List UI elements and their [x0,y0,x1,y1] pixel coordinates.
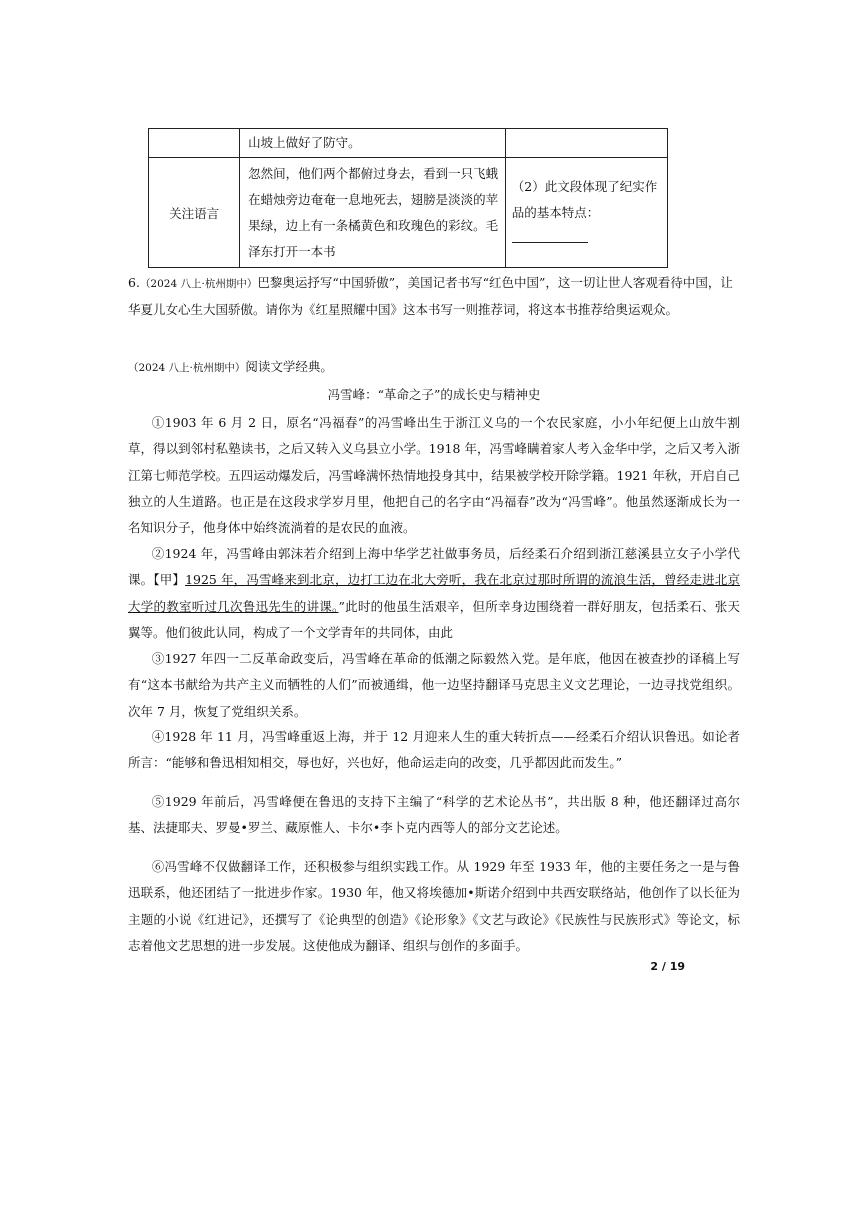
question-6 [128,270,740,323]
article-title: 冯雪峰：“革命之子”的成长史与精神史 [327,387,541,402]
paragraph-2-start: ②1924 年，冯雪峰由郭沫若介绍到上海中华学艺社做事务员，后经柔石介绍到浙江慈溪县立女子小学代课。【甲】 [128,546,740,588]
reading-source: （2024 八上·杭州期中） [128,362,246,374]
underlined-sentence: 1925 年，冯雪峰来到北京，边打工边在北大旁听，我在北京过那时所谓的流浪生活，曾经走进北京大学的教室听过几次鲁迅先生的讲课。 [128,572,740,614]
question-source: （2024 八上·杭州期中） [139,278,258,290]
reading-instruction-text: 阅读文学经典。 [245,359,333,374]
question-text: 巴黎奥运抒写“中国骄傲”，美国记者书写“红色中国”，这一切让世人客观看待中国，让华夏儿女心生大国骄傲。请你为《红星照耀中国》这本书写一则推荐词，将这本书推荐给奥运观众。 [128,275,733,317]
table-cell-content: 山坡上做好了防守。 [240,129,506,158]
paragraph-2-end: ”此时的他虽生活艰辛，但所幸身边围绕着一群好朋友，包括柔石、张天翼等。他们彼此认同，构成了一个文学青年的共同体，由此 [128,598,740,640]
question-number: 6. [128,275,140,290]
paragraph-5: ⑤1929 年前后，冯雪峰便在鲁迅的支持下主编了“科学的艺术论丛书”，共出版 8 种，他还翻译过高尔基、法捷耶夫、罗曼•罗兰、藏原惟人、卡尔•李卜克内西等人的部分文艺论述。 [128,794,740,836]
question-2-text: （2）此文段体现了纪实作品的基本特点： [511,178,658,220]
table-cell-label: 关注语言 [149,158,240,268]
analysis-table [148,128,668,268]
reading-instruction [128,354,740,381]
paragraph-6: ⑥冯雪峰不仅做翻译工作，还积极参与组织实践工作。从 1929 年至 1933 年，他的主要任务之一是与鲁迅联系，他还团结了一批进步作家。1930 年，他又将埃德加•斯诺介绍到中共西安联络站，他创作了以长征为主题的小说《红进记》，还撰写了《论典型的创造》《论形象》《文艺与政论》《民族性与民族形式》等论文，标志着他文艺思想的进一步发展。这使他成为翻译、组织与创作的多面手。 [128,859,740,953]
table-cell-label-empty [149,129,240,158]
table-cell-answer [505,129,667,158]
paragraph-2 [128,541,740,646]
table-row [149,158,668,268]
page-number: 2 / 19 [650,960,685,973]
paragraph-4: ④1928 年 11 月，冯雪峰重返上海，并于 12 月迎来人生的重大转折点——经柔石介绍认识鲁迅。如论者所言：“能够和鲁迅相知相交，辱也好，兴也好，他命运走向的改变，几乎都因此而发生。” [128,729,740,771]
table-cell-answer [505,158,667,268]
answer-blank [512,230,588,243]
table-row [149,129,668,158]
paragraph-3: ③1927 年四一二反革命政变后，冯雪峰在革命的低潮之际毅然入党。是年底，他因在被查抄的译稿上写有“这本书献给为共产主义而牺牲的人们”而被通缉，他一边坚持翻译马克思主义文艺理论，一边寻找党组织。次年 7 月，恢复了党组织关系。 [128,651,740,719]
table-cell-content: 忽然间，他们两个都俯过身去，看到一只飞蛾在蜡烛旁边奄奄一息地死去，翅膀是淡淡的苹果绿，边上有一条橘黄色和玫瑰色的彩纹。毛泽东打开一本书 [240,158,506,268]
paragraph-1: ①1903 年 6 月 2 日，原名“冯福春”的冯雪峰出生于浙江义乌的一个农民家庭，小小年纪便上山放牛割草，得以到邻村私塾读书，之后又转入义乌县立小学。1918 年，冯雪峰瞒着家人考入金华中学，之后又考入浙江第七师范学校。五四运动爆发后，冯雪峰满怀热情地投身其中，结果被学校开除学籍。1921 年秋，开启自己独立的人生道路。也正是在这段求学岁月里，他把自己的名字由“冯福春”改为“冯雪峰”。他虽然逐渐成长为一名知识分子，他身体中始终流淌着的是农民的血液。 [128,415,740,536]
